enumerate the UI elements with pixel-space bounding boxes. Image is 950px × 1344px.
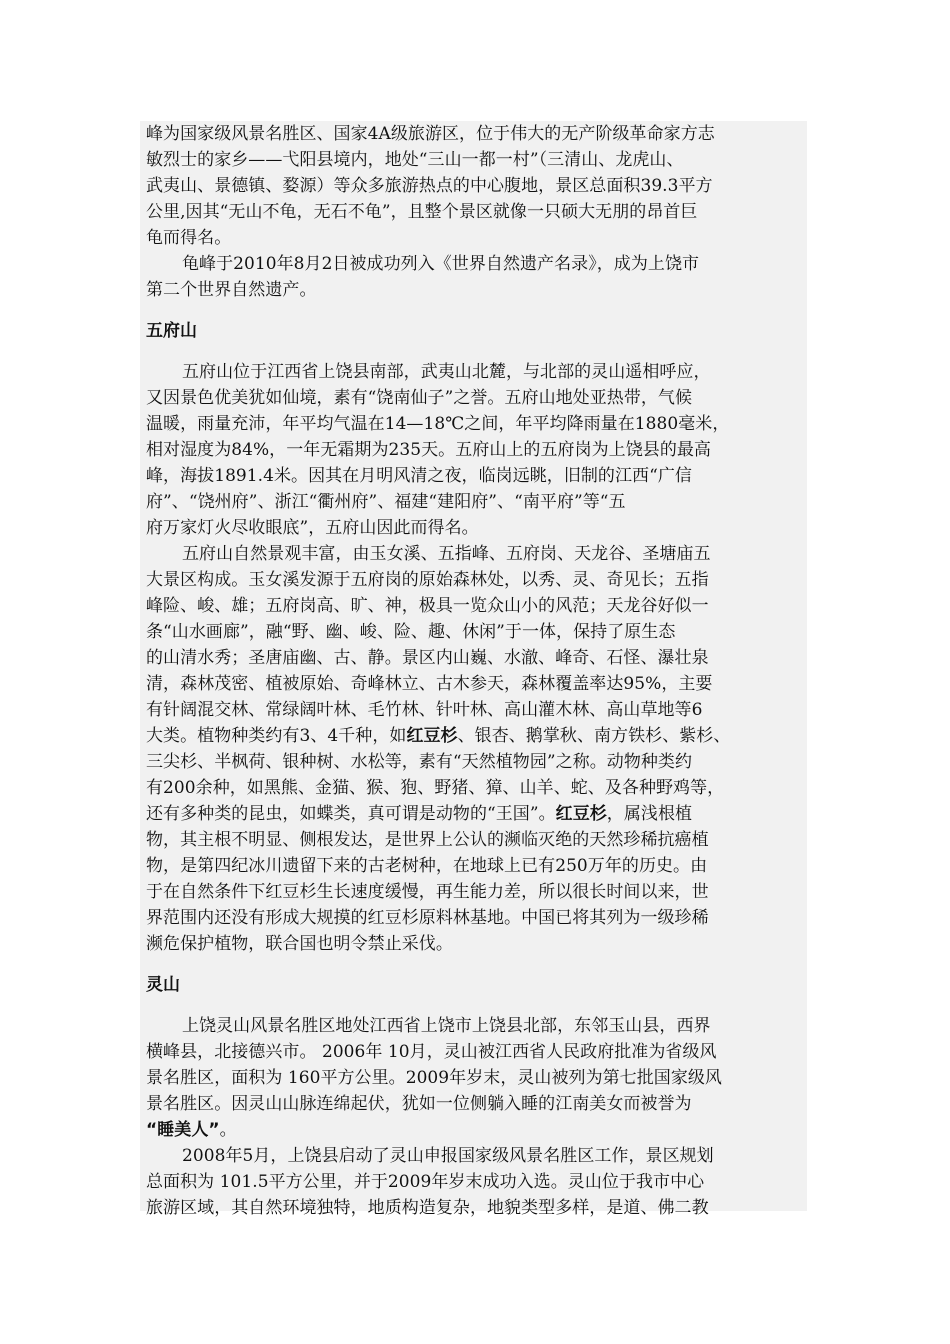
text-line: 峰为国家级风景名胜区、国家4A级旅游区，位于伟大的无产阶级革命家方志 — [146, 124, 715, 144]
text-line: 濒危保护植物，联合国也明令禁止采伐。 — [146, 934, 453, 954]
text-run: 、银杏、鹅掌秋、南方铁杉、紫杉、 — [457, 726, 731, 746]
highlight-sleeping-beauty: “睡美人” — [146, 1120, 220, 1140]
text-line: 清，森林茂密、植被原始、奇峰林立、古木参天，森林覆盖率达95%，主要 — [146, 674, 713, 694]
text-line: 敏烈士的家乡——弋阳县境内，地处“三山一都一村”（三清山、龙虎山、 — [146, 150, 684, 170]
text-run: ，属浅根植 — [606, 804, 693, 824]
text-line: 峰险、峻、雄；五府岗高、旷、神，极具一览众山小的风范；天龙谷好似一 — [146, 596, 709, 616]
lingshan-paragraph-1 — [146, 1013, 818, 1143]
text-line: 五府山位于江西省上饶县南部，武夷山北麓，与北部的灵山遥相呼应， — [182, 362, 711, 382]
text-line: 上饶灵山风景名胜区地处江西省上饶市上饶县北部，东邻玉山县，西界 — [182, 1016, 711, 1036]
text-line: 府”、“饶州府”、浙江“衢州府”、福建“建阳府”、“南平府”等“五 — [146, 492, 626, 512]
section-heading-lingshan: 灵山 — [146, 975, 180, 995]
text-line: 物，是第四纪冰川遗留下来的古老树种，在地球上已有250万年的历史。由 — [146, 856, 708, 876]
spacer — [146, 303, 818, 318]
section-heading-wufushan: 五府山 — [146, 321, 197, 341]
text-line — [146, 723, 818, 749]
text-line: 公里,因其“无山不龟，无石不龟”，且整个景区就像一只硕大无朋的昂首巨 — [146, 202, 698, 222]
text-line: 旅游区域，其自然环境独特，地质构造复杂，地貌类型多样，是道、佛二教 — [146, 1198, 709, 1218]
text-line: 有针阔混交林、常绿阔叶林、毛竹林、针叶林、高山灌木林、高山草地等6 — [146, 700, 703, 720]
text-line: 峰，海拔1891.4米。因其在月明风清之夜，临岗远眺，旧制的江西“广信 — [146, 466, 692, 486]
spacer — [146, 344, 818, 359]
text-line: 五府山自然景观丰富，由玉女溪、五指峰、五府岗、天龙谷、圣塘庙五 — [182, 544, 711, 564]
text-line: 第二个世界自然遗产。 — [146, 280, 317, 300]
spacer — [146, 998, 818, 1013]
text-line: 横峰县，北接德兴市。 2006年 10月，灵山被江西省人民政府批准为省级风 — [146, 1042, 717, 1062]
highlight-red-yew: 红豆杉 — [406, 726, 458, 746]
text-line: 又因景色优美犹如仙境，素有“饶南仙子”之誉。五府山地处亚热带，气候 — [146, 388, 693, 408]
text-line: 有200余种，如黑熊、金猫、猴、狍、野猪、獐、山羊、蛇、及各种野鸡等， — [146, 778, 725, 798]
text-line: 的山清水秀；圣唐庙幽、古、静。景区内山巍、水澈、峰奇、石怪、瀑壮泉 — [146, 648, 709, 668]
highlight-red-yew: 红豆杉 — [555, 804, 607, 824]
text-line — [146, 1117, 818, 1143]
text-line: 温暖，雨量充沛，年平均气温在14—18℃之间，年平均降雨量在1880毫米， — [146, 414, 730, 434]
text-line: 条“山水画廊”，融“野、幽、峻、险、趣、休闲”于一体，保持了原生态 — [146, 622, 676, 642]
text-line: 于在自然条件下红豆杉生长速度缓慢，再生能力差，所以很长时间以来，世 — [146, 882, 709, 902]
text-line: 2008年5月，上饶县启动了灵山申报国家级风景名胜区工作，景区规划 — [182, 1146, 714, 1166]
guifeng-paragraph — [146, 121, 818, 251]
text-line: 龟峰于2010年8月2日被成功列入《世界自然遗产名录》，成为上饶市 — [182, 254, 700, 274]
text-line: 武夷山、景德镇、婺源）等众多旅游热点的中心腹地，景区总面积39.3平方 — [146, 176, 713, 196]
text-line: 界范围内还没有形成大规摸的红豆杉原料林基地。中国已将其列为一级珍稀 — [146, 908, 709, 928]
lingshan-paragraph-2 — [146, 1143, 818, 1221]
wufushan-paragraph-1 — [146, 359, 818, 541]
text-line: 景名胜区。因灵山山脉连绵起伏，犹如一位侧躺入睡的江南美女而被誉为 — [146, 1094, 692, 1114]
text-line: 大景区构成。玉女溪发源于五府岗的原始森林处，以秀、灵、奇见长；五指 — [146, 570, 709, 590]
text-line: 相对湿度为84%，一年无霜期为235天。五府山上的五府岗为上饶县的最高 — [146, 440, 711, 460]
text-line: 府万家灯火尽收眼底”，五府山因此而得名。 — [146, 518, 479, 538]
text-line: 三尖杉、半枫荷、银种树、水松等，素有“天然植物园”之称。动物种类约 — [146, 752, 693, 772]
spacer — [146, 957, 818, 972]
text-line: 景名胜区，面积为 160平方公里。2009年岁末，灵山被列为第七批国家级风 — [146, 1068, 722, 1088]
text-run: 大类。植物种类约有3、4千种，如 — [146, 726, 407, 746]
guifeng-heritage-paragraph — [146, 251, 818, 303]
text-line: 龟而得名。 — [146, 228, 232, 248]
wufushan-paragraph-2 — [146, 541, 818, 957]
text-line: 物，其主根不明显、侧根发达，是世界上公认的濒临灭绝的天然珍稀抗癌植 — [146, 830, 709, 850]
document-body — [146, 121, 818, 1221]
text-line — [146, 801, 818, 827]
text-run: 。 — [219, 1120, 237, 1140]
text-run: 还有多种类的昆虫，如蝶类，真可谓是动物的“王国”。 — [146, 804, 556, 824]
text-line: 总面积为 101.5平方公里，并于2009年岁末成功入选。灵山位于我市中心 — [146, 1172, 705, 1192]
